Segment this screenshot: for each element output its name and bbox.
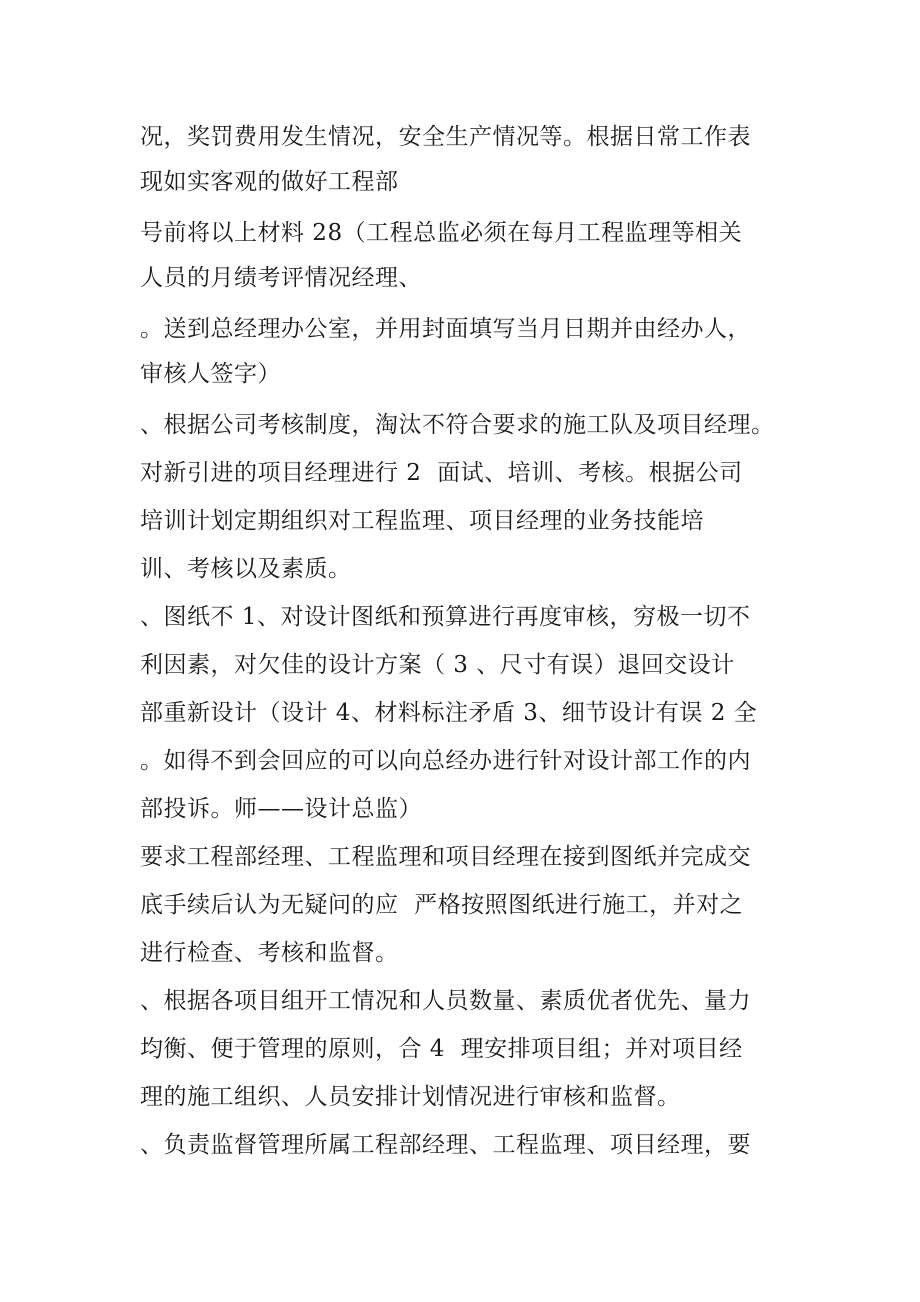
text-line: 人员的月绩考评情况经理、 — [140, 265, 422, 291]
text-line: 号前将以上材料 28（工程总监必须在每月工程监理等相关 — [140, 220, 743, 246]
text-line: 培训计划定期组织对工程监理、项目经理的业务技能培 — [140, 508, 704, 534]
text-line: 况，奖罚费用发生情况，安全生产情况等。根据日常工作表 — [140, 124, 751, 150]
text-line: 训、考核以及素质。 — [140, 556, 352, 582]
text-line: 部投诉。师——设计总监） — [140, 796, 422, 822]
text-line: 、根据各项目组开工情况和人员数量、素质优者优先、量力 — [140, 988, 751, 1014]
text-line: 均衡、便于管理的原则，合 4 理安排项目组；并对项目经 — [140, 1036, 743, 1062]
text-line: 理的施工组织、人员安排计划情况进行审核和监督。 — [140, 1084, 681, 1110]
text-line: 底手续后认为无疑问的应 严格按照图纸进行施工，并对之 — [140, 892, 744, 918]
text-line: 利因素，对欠佳的设计方案（ 3 、尺寸有误）退回交设计 — [140, 652, 735, 678]
text-line: 。如得不到会回应的可以向总经办进行针对设计部工作的内 — [140, 748, 751, 774]
text-line: 要求工程部经理、工程监理和项目经理在接到图纸并完成交 — [140, 844, 751, 870]
text-line: 。送到总经理办公室，并用封面填写当月日期并由经办人， — [140, 316, 751, 342]
text-line: 、图纸不 1、对设计图纸和预算进行再度审核，穷极一切不 — [140, 604, 751, 630]
text-line: 审核人签字） — [140, 361, 281, 387]
text-line: 现如实客观的做好工程部 — [140, 169, 399, 195]
text-line: 进行检查、考核和监督。 — [140, 940, 399, 966]
text-line: 、根据公司考核制度，淘汰不符合要求的施工队及项目经理。 — [140, 412, 775, 438]
text-line: 、负责监督管理所属工程部经理、工程监理、项目经理，要 — [140, 1132, 751, 1158]
text-line: 对新引进的项目经理进行 2 面试、培训、考核。根据公司 — [140, 460, 743, 486]
text-line: 部重新设计（设计 4、材料标注矛盾 3、细节设计有误 2 全 — [140, 700, 758, 726]
